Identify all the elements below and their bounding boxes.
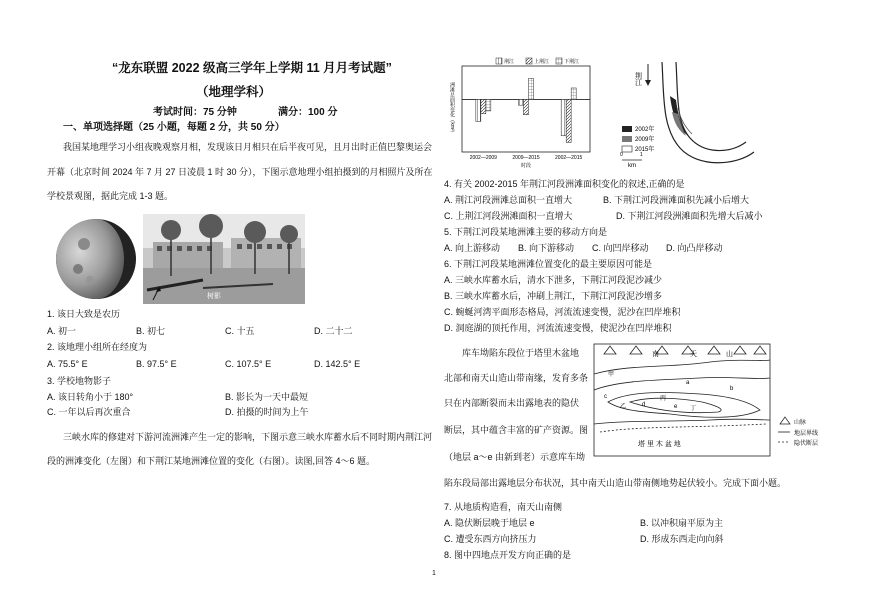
q2-option-c[interactable]: C. 107.5° E bbox=[225, 359, 272, 369]
q7-option-d[interactable]: D. 形成东西走向向斜 bbox=[640, 534, 724, 544]
bar-1-1 bbox=[476, 99, 481, 121]
q6-stem: 6. 下荆江河段某地洲滩位置变化的最主要原因可能是 bbox=[444, 259, 653, 269]
letter-a: a bbox=[686, 380, 690, 386]
q6-option-d[interactable]: D. 洞庭湖的顶托作用，河流流速变慢，使泥沙在凹岸堆积 bbox=[444, 323, 672, 333]
legend-label-3: 下荆江 bbox=[564, 59, 580, 65]
q6-option-c[interactable]: C. 蜿蜒河湾平面形态格局，河流流速变慢，泥沙在凹岸堆积 bbox=[444, 307, 681, 317]
passage3-line2: 北部和南天山造山带南缘，发育多条 bbox=[444, 373, 589, 383]
letter-b: b bbox=[730, 386, 734, 392]
passage3-tail: 陷东段局部出露地层分布状况，其中南天山造山带南侧地势起伏较小。完成下面小题。 bbox=[444, 478, 787, 488]
legend-swatch-2 bbox=[526, 58, 532, 64]
q1-option-c[interactable]: C. 十五 bbox=[225, 326, 255, 336]
q7-option-b[interactable]: B. 以冲积扇平原为主 bbox=[640, 518, 724, 528]
q7-option-a[interactable]: A. 隐伏断层晚于地层 e bbox=[444, 518, 535, 528]
exam-title: “龙东联盟 2022 级高三学年上学期 11 月月考试题” bbox=[112, 61, 392, 75]
map-label-tian: 天 bbox=[690, 351, 697, 358]
school-photo bbox=[143, 214, 305, 304]
passage3-line5: （地层 a～e 由新到老）示意库车坳 bbox=[444, 452, 586, 462]
x-tick-label: 2009—2015 bbox=[512, 155, 540, 161]
q1-option-d[interactable]: D. 二十二 bbox=[314, 326, 353, 336]
passage3-line4: 断层，其中蕴含丰富的矿产资源。图 bbox=[444, 425, 589, 435]
q4-option-c[interactable]: C. 上荆江河段洲滩面积一直增大 bbox=[444, 211, 573, 221]
x-tick-label: 2002—2009 bbox=[469, 155, 497, 161]
exam-time: 考试时间：75 分钟 bbox=[153, 107, 237, 118]
bar-3-2 bbox=[529, 78, 534, 99]
q5-option-a[interactable]: A. 向上游移动 bbox=[444, 243, 501, 253]
map-label-nan: 南 bbox=[652, 351, 659, 358]
legend-mountain: 山脉 bbox=[794, 420, 807, 426]
legend-swatch-2002 bbox=[622, 126, 632, 132]
bar-2-2 bbox=[524, 99, 529, 114]
river-shoal-map bbox=[618, 56, 768, 174]
q4-option-d[interactable]: D. 下荆江河段洲滩面积先增大后减小 bbox=[616, 211, 763, 221]
q3-option-d[interactable]: D. 拍摄的时间为上午 bbox=[225, 407, 309, 417]
q5-option-b[interactable]: B. 向下游移动 bbox=[518, 243, 575, 253]
layer-label-bing: 丙 bbox=[660, 396, 667, 402]
q1-stem: 1. 该日大致是农历 bbox=[47, 309, 121, 319]
scale-unit: km bbox=[628, 163, 636, 169]
legend-2015: 2015年 bbox=[635, 147, 655, 153]
q3-option-a[interactable]: A. 该日转角小于 180° bbox=[47, 392, 134, 402]
letter-c: c bbox=[604, 394, 607, 400]
bar-2-1 bbox=[481, 99, 486, 113]
x-tick-label: 2002—2015 bbox=[555, 155, 583, 161]
river-bank-inner bbox=[676, 62, 746, 151]
legend-fault: 隐伏断层 bbox=[794, 441, 819, 447]
q1-option-b[interactable]: B. 初七 bbox=[136, 326, 166, 336]
river-label: 荆江 bbox=[634, 72, 642, 86]
bar-1-3 bbox=[561, 99, 566, 135]
bar-3-3 bbox=[571, 88, 576, 99]
layer-label-ding: 丁 bbox=[690, 406, 697, 412]
section-heading: 一、单项选择题（25 小题，每题 2 分，共 50 分） bbox=[63, 122, 285, 133]
map-frame bbox=[594, 344, 770, 456]
legend-swatch-1 bbox=[496, 58, 502, 64]
legend-swatch-3 bbox=[556, 58, 562, 64]
tree-shadow-label: 树影 bbox=[207, 293, 221, 300]
bar-2-3 bbox=[566, 99, 571, 142]
kuqa-geology-map bbox=[590, 340, 830, 465]
q1-option-a[interactable]: A. 初一 bbox=[47, 326, 77, 336]
legend-mountain-icon bbox=[780, 417, 790, 424]
q7-stem: 7. 从地质构造看，南天山南侧 bbox=[444, 502, 563, 512]
letter-d: d bbox=[642, 402, 646, 408]
page-number: 1 bbox=[432, 570, 436, 577]
scale-tick-1: 1 bbox=[640, 152, 643, 158]
legend-swatch-2009 bbox=[622, 136, 632, 142]
scale-tick-0: 0 bbox=[620, 152, 623, 158]
passage1-line1: 我国某地理学习小组夜晚观察月相，发现该日月相只在后半夜可见，且月出时正值巴黎奥运会 bbox=[63, 142, 433, 152]
q5-option-d[interactable]: D. 向凸岸移动 bbox=[666, 243, 723, 253]
passage3-line1: 库车坳陷东段位于塔里木盆地 bbox=[462, 348, 580, 358]
shoal-area-bar-chart bbox=[444, 56, 594, 174]
q2-option-a[interactable]: A. 75.5° E bbox=[47, 359, 88, 369]
legend-2002: 2002年 bbox=[635, 127, 655, 133]
q3-option-c[interactable]: C. 一年以后再次重合 bbox=[47, 407, 131, 417]
flow-arrowhead bbox=[645, 80, 651, 86]
legend-label-2: 上荆江 bbox=[534, 59, 550, 65]
q5-option-c[interactable]: C. 向凹岸移动 bbox=[592, 243, 649, 253]
exam-score: 满分：100 分 bbox=[278, 107, 338, 118]
passage3-line3: 只在内部断裂而未出露地表的隐伏 bbox=[444, 398, 580, 408]
x-axis-label: 时段 bbox=[520, 163, 532, 169]
q2-option-b[interactable]: B. 97.5° E bbox=[136, 359, 177, 369]
q7-option-c[interactable]: C. 遭受东西方向挤压力 bbox=[444, 534, 537, 544]
basin-label: 塔 里 木 盆 地 bbox=[638, 441, 681, 448]
q5-stem: 5. 下荆江河段某地洲滩主要的移动方向是 bbox=[444, 227, 608, 237]
bar-3-1 bbox=[486, 99, 491, 110]
passage2-line1: 三峡水库的修建对下游河流洲滩产生一定的影响，下图示意三峡水库蓄水后不同时期内荆江河 bbox=[63, 432, 433, 442]
moon-photo bbox=[54, 214, 138, 304]
q4-option-b[interactable]: B. 下荆江河段洲滩面积先减小后增大 bbox=[603, 195, 750, 205]
layer-label-yi: 乙 bbox=[620, 404, 627, 410]
q2-option-d[interactable]: D. 142.5° E bbox=[314, 359, 361, 369]
q3-stem: 3. 学校地物影子 bbox=[47, 376, 112, 386]
q3-option-b[interactable]: B. 影长为一天中最短 bbox=[225, 392, 309, 402]
passage1-line2: 开幕（北京时间 2024 年 7 月 27 日凌晨 1 时 30 分），下图示意地理小组拍摄到的月相照片及所在 bbox=[47, 167, 433, 177]
subject-title: （地理学科） bbox=[196, 85, 272, 99]
y-axis-label: 洲滩总面积变化（km²） bbox=[449, 82, 455, 136]
letter-e: e bbox=[674, 404, 678, 410]
map-label-shan: 山 bbox=[726, 351, 733, 358]
bar-1-2 bbox=[519, 99, 524, 105]
q8-stem: 8. 图中四地点开发方向正确的是 bbox=[444, 550, 572, 560]
legend-2009: 2009年 bbox=[635, 137, 655, 143]
legend-swatch-2015 bbox=[622, 146, 632, 152]
layer-label-jia: 甲 bbox=[608, 372, 615, 378]
q4-option-a[interactable]: A. 荆江河段洲滩总面积一直增大 bbox=[444, 195, 573, 205]
passage2-line2: 段的洲滩变化（左图）和下荆江某地洲滩位置的变化（右图）。读图,回答 4～6 题。 bbox=[47, 456, 376, 466]
legend-label-1: 荆江 bbox=[504, 59, 515, 65]
q2-stem: 2. 该地理小组所在经度为 bbox=[47, 342, 148, 352]
passage1-line3: 学校景观图，据此完成 1-3 题。 bbox=[47, 191, 174, 201]
q4-stem: 4. 有关 2002-2015 年荆江河段洲滩面积变化的叙述,正确的是 bbox=[444, 179, 685, 189]
q6-option-b[interactable]: B. 三峡水库蓄水后，冲刷上荆江，下荆江河段泥沙增多 bbox=[444, 291, 663, 301]
legend-boundary: 地层界线 bbox=[794, 431, 819, 437]
q6-option-a[interactable]: A. 三峡水库蓄水后，清水下泄多，下荆江河段泥沙减少 bbox=[444, 275, 663, 285]
